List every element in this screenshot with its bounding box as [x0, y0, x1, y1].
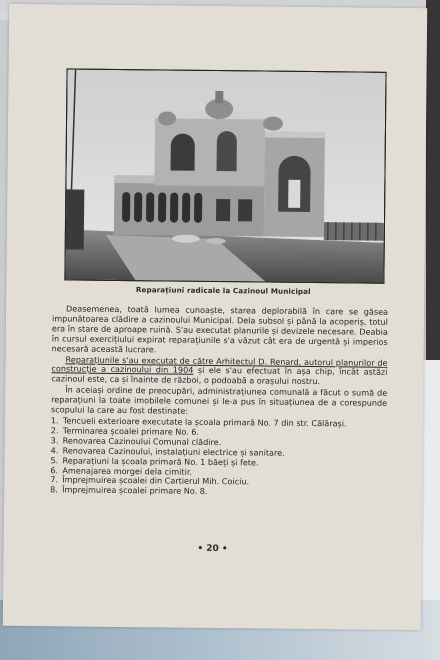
page-number: • 20 • — [197, 543, 228, 555]
list-text: Împrejmuirea școalei primare No. 8. — [62, 484, 208, 497]
list-number: 4. — [50, 444, 59, 456]
list-text: Renovarea Cazinoului, instalațiuni electrice și sanitare. — [62, 445, 285, 458]
photo-caption: Reparațiuni radicale la Cazinoul Municipal — [135, 285, 311, 297]
paragraph-text: Deasemenea, toată lumea cunoaște, starea deplorabilă în care se găsea impunătoarea clădire a cazinoului Municipal. Dela subsol și până la acoperiș, totul era în stare de aproape ruină. S'au executat planurile și devizele necesare. Deabia în cursul exercițiului expirat reparațiunile s'a văzut cât era de urgentă și imperios necesară această lucrare. — [51, 303, 389, 355]
list-number: 6. — [50, 464, 59, 475]
list-text: Terminarea școalei primare No. 6. — [62, 425, 200, 437]
paragraph — [52, 304, 389, 357]
casino-illustration — [65, 69, 385, 282]
paragraph-text: și ele s'au efectuat în așa chip, încât astăzi cazinoul este, ca și înainte de război, o podoabă a orașului nostru. — [51, 365, 388, 387]
paragraph-underlined-text: Reparațiunile s'au executat de către Arhitectul D. Renard, autorul planurilor de construcție a cazinoului din 1904 — [51, 353, 388, 376]
background-dark-strip — [426, 0, 440, 360]
list-text: Tencueli exterioare executate la școala primară No. 7 din str. Călărași. — [62, 415, 347, 429]
list-text: Amenajarea morgei dela cimitir. — [62, 464, 193, 477]
list-text: Renovarea Cazinoului Comunal clădire. — [62, 435, 222, 447]
body-text — [50, 304, 388, 499]
casino-photo — [64, 68, 386, 283]
works-list — [50, 416, 387, 499]
list-text: Împrejmuirea școalei din Cartierul Mih. Coiciu. — [62, 474, 250, 487]
list-number: 3. — [50, 435, 59, 446]
paragraph-text: În aceiași ordine de preocupări, administrațiunea comunală a făcut o sumă de reparațiuni la toate imobilele comunei și le-a pus în situațiunea de a corespunde scopului la care au fost destinate: — [50, 384, 388, 416]
list-number: 7. — [50, 474, 59, 485]
list-text: Reparațiuni la școala primară No. 1 băeți și fete. — [62, 455, 259, 468]
list-item — [50, 486, 386, 499]
list-number: 2. — [50, 425, 59, 436]
list-number: 5. — [50, 454, 59, 465]
paragraph — [51, 355, 387, 388]
list-number: 8. — [50, 484, 58, 495]
document-page — [3, 4, 427, 630]
list-number: 1. — [50, 415, 59, 426]
paragraph — [51, 386, 387, 419]
